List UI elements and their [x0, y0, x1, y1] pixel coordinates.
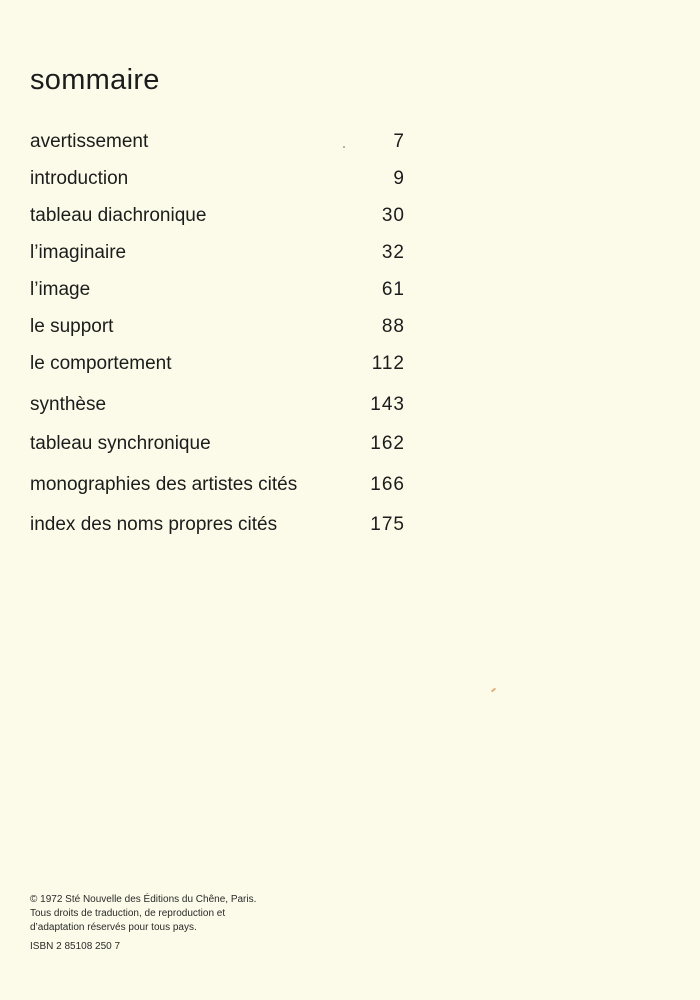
table-of-contents: [30, 0, 405, 1000]
toc-entry-page: 143: [370, 394, 405, 415]
toc-entry-page: 166: [370, 474, 405, 495]
toc-entry-label: monographies des artistes cités: [30, 474, 298, 495]
toc-entry-label: l’imaginaire: [30, 242, 127, 263]
toc-entry-page: 88: [381, 316, 405, 337]
toc-entry-tableau-synchronique: [30, 430, 405, 458]
toc-entry-support: [30, 313, 405, 341]
toc-entry-tableau-diachronique: [30, 202, 405, 230]
toc-entry-comportement: [30, 350, 405, 378]
toc-entry-image: [30, 276, 405, 304]
toc-entry-label: synthèse: [30, 394, 107, 415]
toc-entry-synthese: [30, 391, 405, 419]
toc-entry-monographies: [30, 471, 405, 499]
rights-line: d’adaptation réservés pour tous pays.: [30, 922, 197, 933]
toc-entry-label: l’image: [30, 279, 91, 300]
toc-entry-label: index des noms propres cités: [30, 514, 278, 535]
paper-speck: [343, 146, 345, 148]
copyright-line: © 1972 Sté Nouvelle des Éditions du Chêne, Paris.: [30, 894, 257, 905]
toc-entry-label: introduction: [30, 168, 129, 189]
toc-entry-page: 7: [393, 131, 405, 152]
toc-entry-label: le comportement: [30, 353, 172, 374]
toc-entry-label: le support: [30, 316, 114, 337]
toc-entry-page: 61: [381, 279, 405, 300]
paper-speck: [491, 688, 496, 693]
toc-entry-page: 175: [370, 514, 405, 535]
toc-entry-page: 112: [371, 353, 405, 374]
toc-entry-imaginaire: [30, 239, 405, 267]
toc-entry-label: avertissement: [30, 131, 149, 152]
toc-entry-introduction: [30, 165, 405, 193]
toc-entry-index: [30, 511, 405, 539]
toc-entry-label: tableau diachronique: [30, 205, 207, 226]
toc-entry-page: 9: [393, 168, 405, 189]
toc-entry-page: 162: [370, 433, 405, 454]
toc-entry-avertissement: [30, 128, 405, 156]
isbn: ISBN 2 85108 250 7: [30, 941, 121, 952]
page-title: sommaire: [30, 64, 160, 96]
toc-entry-page: 30: [381, 205, 405, 226]
toc-entry-label: tableau synchronique: [30, 433, 211, 454]
colophon: [30, 893, 256, 954]
toc-entry-page: 32: [381, 242, 405, 263]
rights-line: Tous droits de traduction, de reproduction et: [30, 908, 226, 919]
